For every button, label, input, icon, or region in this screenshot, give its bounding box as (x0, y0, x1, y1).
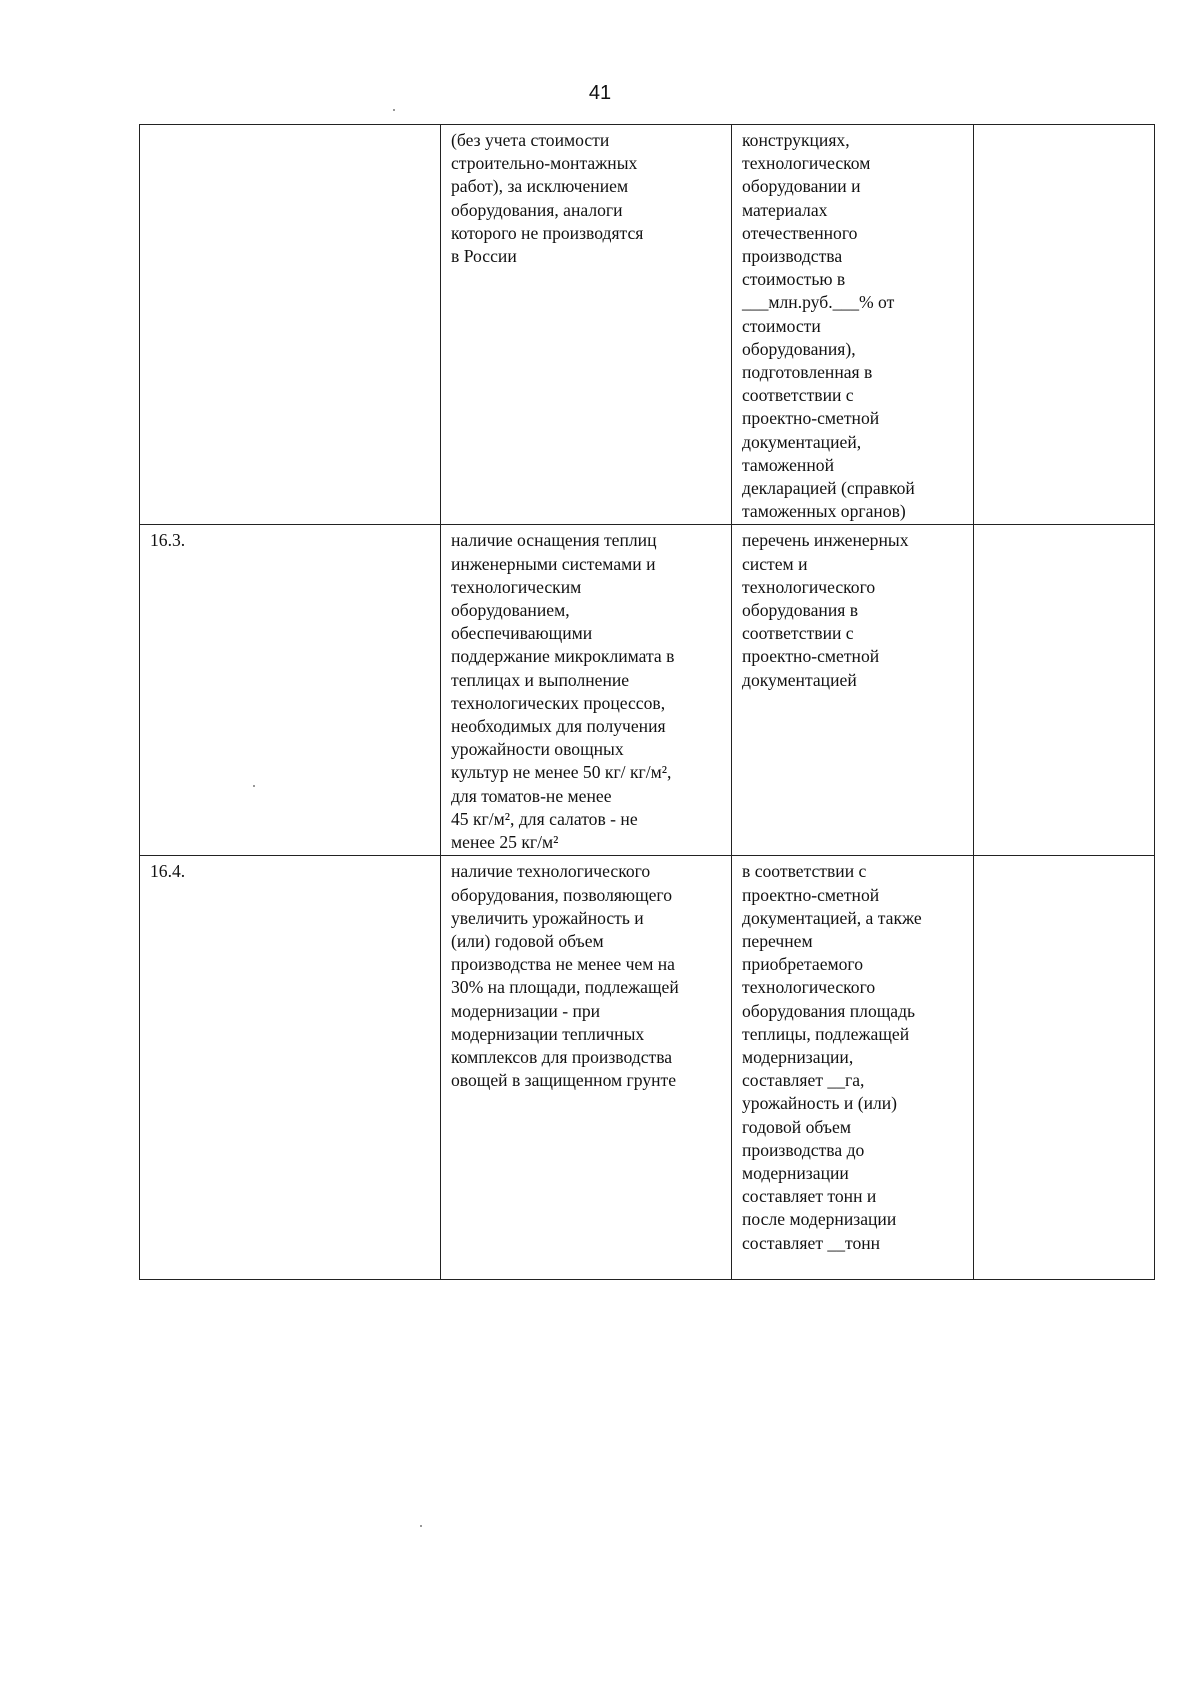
note-cell (974, 125, 1155, 525)
table-row (140, 525, 1155, 856)
note-cell (974, 856, 1155, 1280)
scan-speck (393, 109, 395, 111)
page-number: 41 (588, 82, 612, 104)
scan-speck (253, 785, 255, 787)
table-row (140, 856, 1155, 1280)
row-number-cell: 16.3. (140, 525, 441, 856)
document-cell: в соответствии с проектно-сметной документацией, а также перечнем приобретаемого технологического оборудования площадь теплицы, подлежащей модернизации, составляет __га, урожайность и (или) годовой объем производства до модернизации составляет тонн и после модернизации составляет __тонн (732, 856, 974, 1280)
scan-speck (420, 1525, 422, 1527)
row-number-cell (140, 125, 441, 525)
requirements-table (139, 124, 1155, 1280)
table-row (140, 125, 1155, 525)
row-number-cell: 16.4. (140, 856, 441, 1280)
criterion-cell: наличие технологического оборудования, позволяющего увеличить урожайность и (или) годовой объем производства не менее чем на 30% на площади, подлежащей модернизации - при модернизации тепличных комплексов для производства овощей в защищенном грунте (441, 856, 732, 1280)
note-cell (974, 525, 1155, 856)
criterion-cell: (без учета стоимости строительно-монтажных работ), за исключением оборудования, аналоги которого не производятся в России (441, 125, 732, 525)
document-cell: конструкциях, технологическом оборудовании и материалах отечественного производства стоимостью в ___млн.руб.___% от стоимости оборудования), подготовленная в соответствии с проектно-сметной документацией, таможенной декларацией (справкой таможенных органов) (732, 125, 974, 525)
criterion-cell: наличие оснащения теплиц инженерными системами и технологическим оборудованием, обеспечивающими поддержание микроклимата в теплицах и выполнение технологических процессов, необходимых для получения урожайности овощных культур не менее 50 кг/ кг/м², для томатов-не менее 45 кг/м², для салатов - не менее 25 кг/м² (441, 525, 732, 856)
document-cell: перечень инженерных систем и технологического оборудования в соответствии с проектно-сметной документацией (732, 525, 974, 856)
